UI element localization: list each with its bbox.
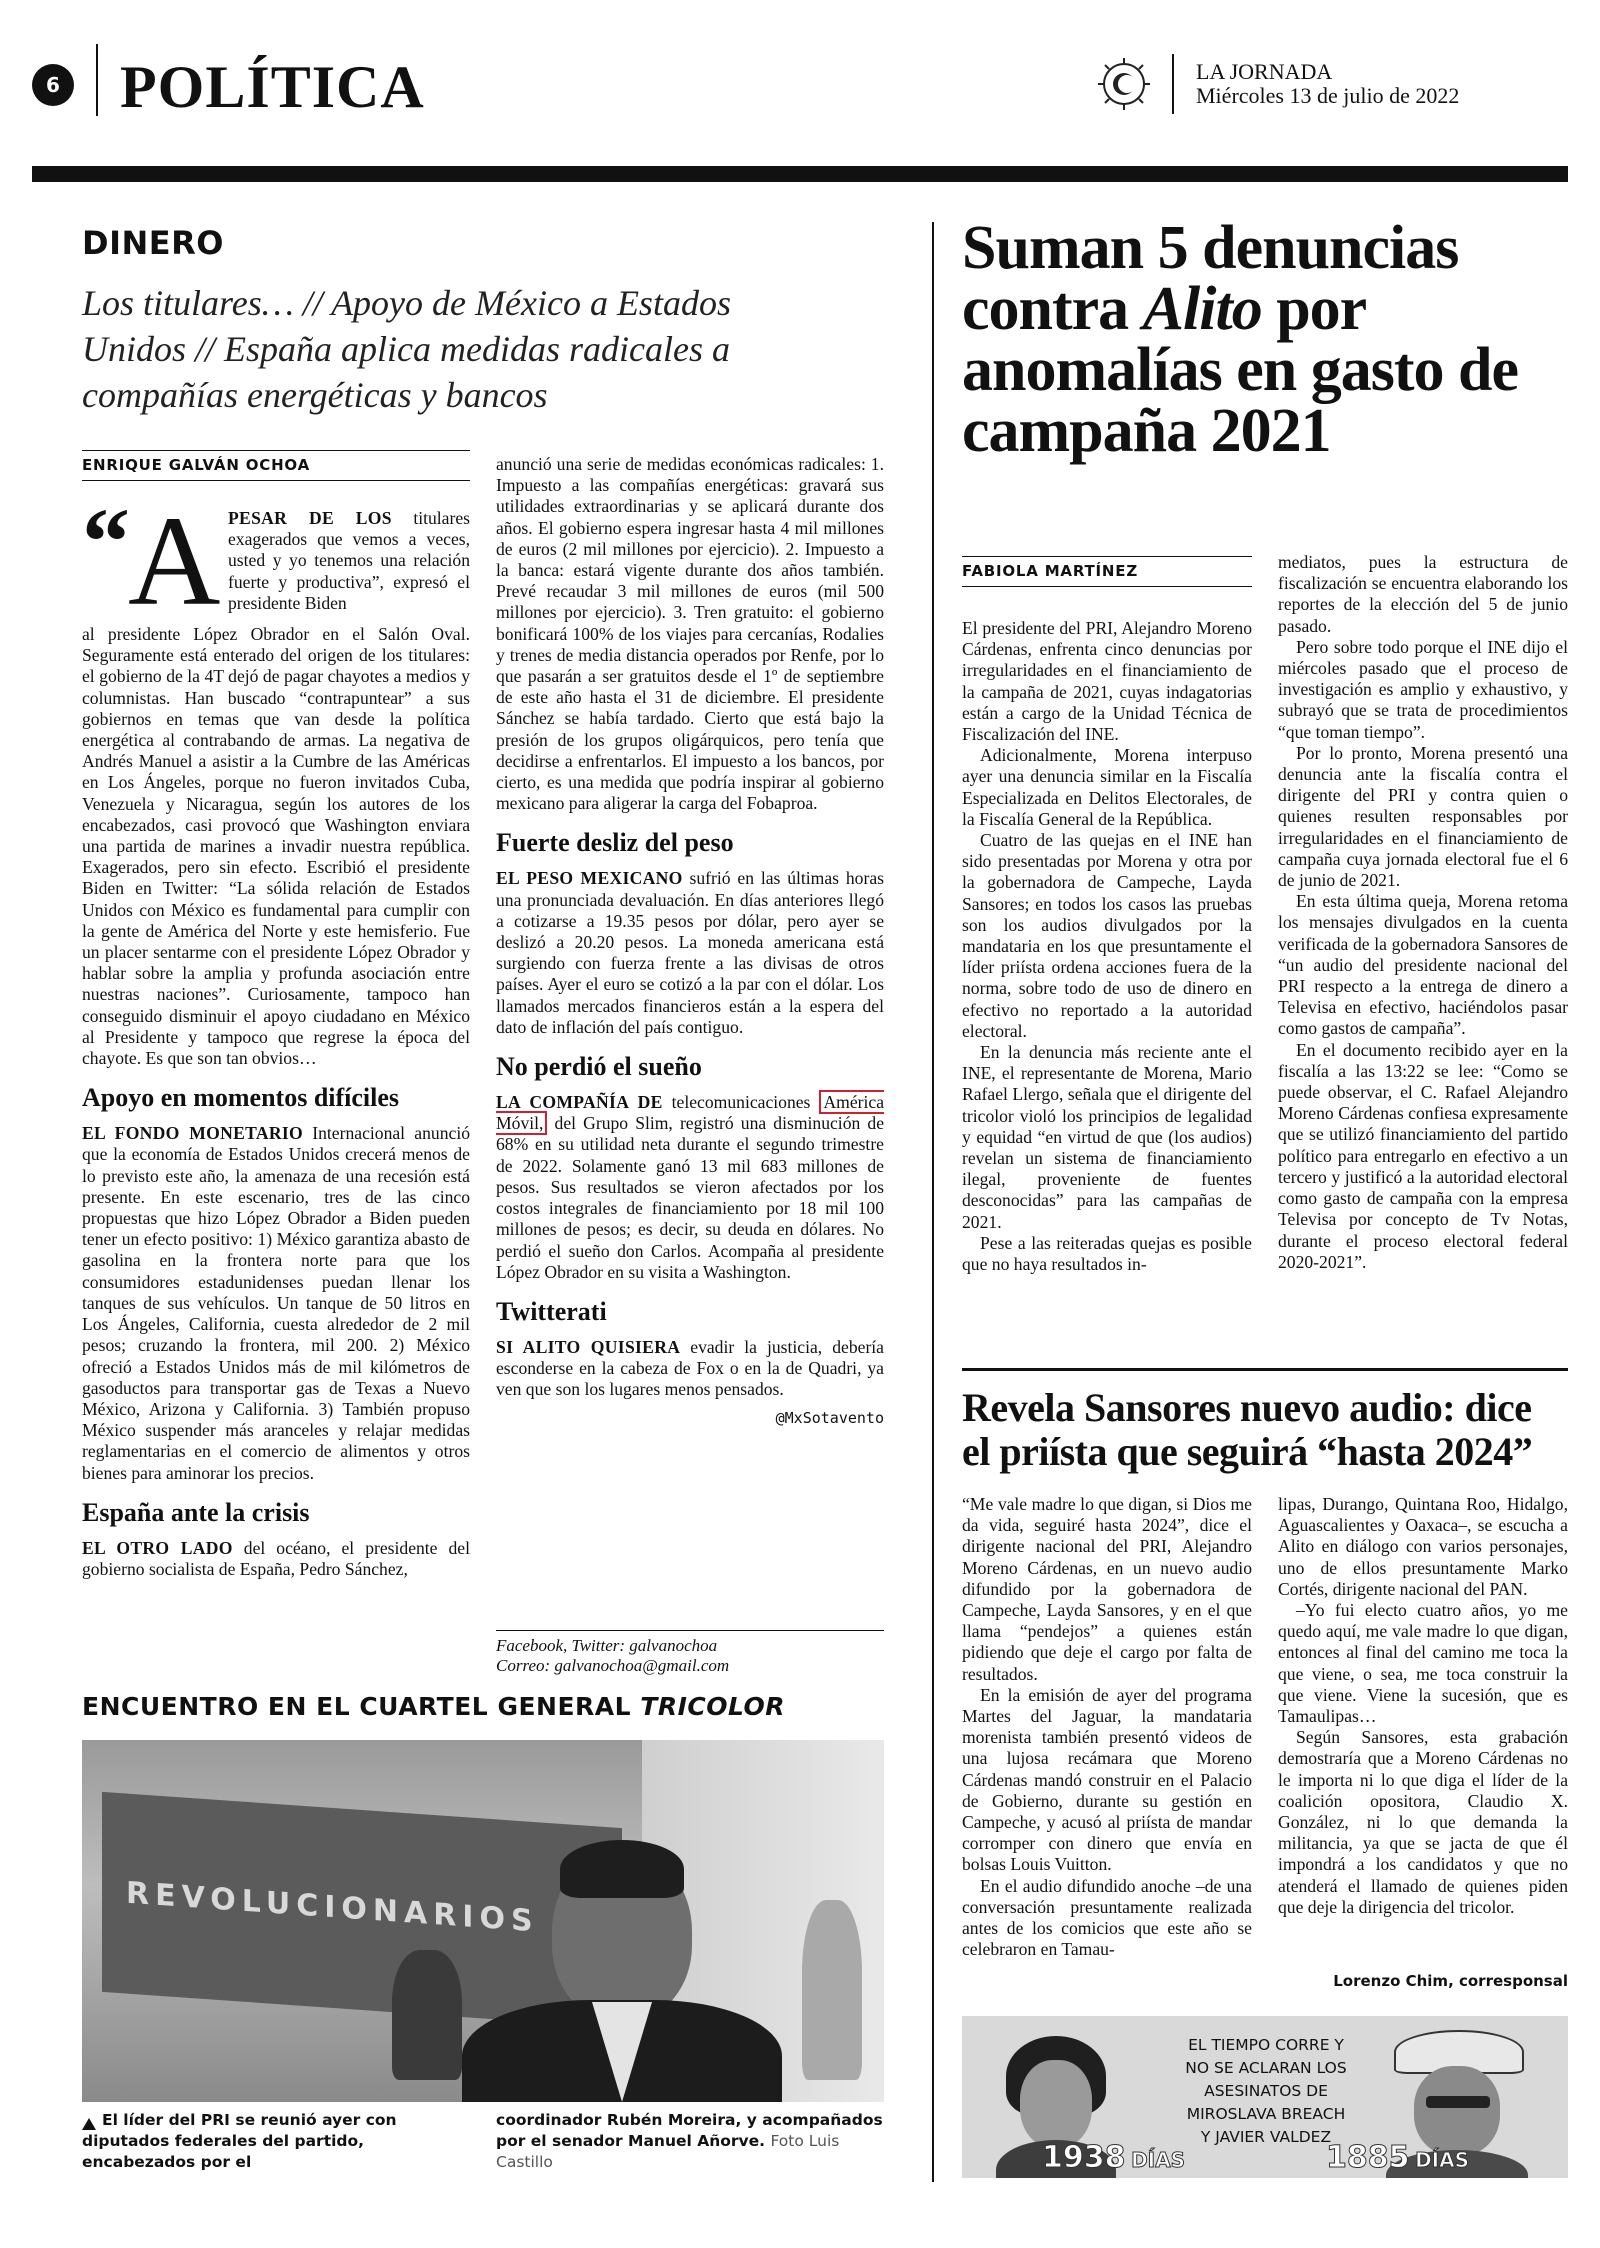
column-divider xyxy=(932,222,934,2182)
paragraph: lipas, Durango, Quintana Roo, Hidalgo, Aguascalientes y Oaxaca–, se escucha a Alito en diálogo con varios personajes, uno de ellos presuntamente Marko Cortés, dirigente nacional del PAN. xyxy=(1278,1494,1568,1599)
days-counter-left: 1938 DÍAS xyxy=(1042,2140,1186,2175)
issue-date: Miércoles 13 de julio de 2022 xyxy=(1196,83,1460,108)
byline-rule xyxy=(962,556,1252,557)
paragraph: –Yo fui electo cuatro años, yo me quedo aquí, me vale madre lo que digan, entonces al final del camino me toca la que viene, o sea, me toca construir la que viene. Viene la sucesión, que es Tamaulipas… xyxy=(1278,1600,1568,1727)
column-byline: ENRIQUE GALVÁN OCHOA xyxy=(82,456,310,474)
paragraph: En la emisión de ayer del programa Martes del Jaguar, la mandataria morenista también presentó videos de una lujosa recámara que Moreno Cárdenas mandó construir en el Palacio de Gobierno, durante su gestión en Campeche, y acusó al priísta de mandar corromper con dinero que envía en bolsas Louis Vuitton. xyxy=(962,1684,1252,1875)
column-kicker: DINERO xyxy=(82,224,224,262)
subhead: Apoyo en momentos difíciles xyxy=(82,1083,400,1113)
photo-headline: ENCUENTRO EN EL CUARTEL GENERAL TRICOLOR xyxy=(82,1692,786,1721)
person-hair xyxy=(560,1840,684,1898)
headline-nickname: Alito xyxy=(1142,275,1262,343)
memorial-box xyxy=(962,2016,1568,2178)
photo-caption-left: El líder del PRI se reunió ayer con diputados federales del partido, encabezados por el xyxy=(82,2111,397,2171)
paragraph: evadir la justicia, debería esconderse en la cabeza de Fox o en la de Quadri, ya ven que son los lugares menos pensados. xyxy=(496,1336,884,1400)
page-number-badge xyxy=(32,64,74,106)
paragraph: sufrió en las últimas horas una pronunciada devaluación. En días anteriores llegó a cotizarse a 19.35 pesos por dólar, pero ayer se deslizó a 20.20 pesos. La moneda americana está surgiendo con fuerza frente a las divisas de otros países. Ayer el euro se cotizó a la par con el dólar. Los llamados mercados financieros están a la espera del dato de inflación del país contiguo. xyxy=(496,868,884,1037)
story-byline: FABIOLA MARTÍNEZ xyxy=(962,562,1138,580)
section-title: POLÍTICA xyxy=(120,54,425,120)
byline-rule xyxy=(82,450,470,451)
paragraph: mediatos, pues la estructura de fiscalización se encuentra elaborando los reportes de la elección del 5 de junio pasado. xyxy=(1278,552,1568,636)
newspaper-name: LA JORNADA xyxy=(1196,59,1333,84)
subhead: No perdió el sueño xyxy=(496,1052,702,1082)
paragraph: Adicionalmente, Morena interpuso ayer una denuncia similar en la Fiscalía Especializada en Delitos Electorales, de la Fiscalía General de la República. xyxy=(962,745,1252,829)
social-line: Facebook, Twitter: galvanochoa xyxy=(496,1636,718,1655)
byline-rule-bottom xyxy=(962,586,1252,587)
header-divider xyxy=(96,44,98,116)
headline-2: Revela Sansores nuevo audio: dice el priísta que seguirá “hasta 2024” xyxy=(962,1385,1533,1474)
paragraph: Internacional anunció que la economía de Estados Unidos crecerá menos de lo previsto este año, la amenaza de una recesión está presente. En este escenario, tres de las cinco propuestas que hizo López Obrador a Biden pueden tener un efecto positivo: 1) México garantiza abasto de gasolina en la frontera norte para que los consumidores estadunidenses puedan llenar los tanques de sus vehículos. Un tanque de 50 litros en Los Ángeles, California, cuesta alrededor de 2 mil pesos; cruzando la frontera, mil 200. 2) México ofreció a Estados Unidos más de mil kilómetros de gasoductos para transportar gas de Texas a Nuevo México, Arizona y California. 3) También propuso México suspender más aranceles y relajar medidas reglamentarias en el comercio de alimentos y otros bienes para aminorar los precios. xyxy=(82,1123,470,1483)
paragraph: Pero sobre todo porque el INE dijo el miércoles pasado que el proceso de investigación es amplio y exhaustivo, y subrayó que se trata de procedimientos “que toman tiempo”. xyxy=(1278,636,1568,742)
dinero-column-2: anunció una serie de medidas económicas radicales: 1. Impuesto a las compañías energéticas: gravará sus utilidades extraordinarias y se aplicará durante dos años. El gobierno espera ingresar hasta 4 mil millones de euros (2 mil millones por ejercicio). 2. Impuesto a la banca: estará vigente durante dos años también. Prevé recaudar 3 mil millones de euros (mil 500 millones por ejercicio). 3. Tren gratuito: el gobierno bonificará 100% de los viajes para cercanías, Rodalies y trenes de media distancia operados por Renfe, por lo que pasarán a ser gratuitos desde el 1º de septiembre de este año hasta el 31 de diciembre. El presidente Sánchez se había tardado. Cierto que está bajo la presión de los grupos oligárquicos, pero tenía que decidirse a enfrentarlos. El impuesto a los bancos, por cierto, es una medida que podría inspirar al gobierno mexicano para aligerar la carga del Fobaproa. Fuerte desliz del peso EL PESO MEXICANO sufrió en las últimas horas una pronunciada devaluación. En días anteriores llegó a cotizarse a 19.35 pesos por dólar, pero ayer se deslizó a 20.20 pesos. La moneda americana está surgiendo con fuerza frente a las divisas de otros países. Ayer el euro se cotizó a la par con el dólar. Los llamados mercados financieros están a la espera del dato de inflación del país contiguo. No perdió el sueño LA COMPAÑÍA DE telecomunicaciones América Móvil, del Grupo Slim, registró una disminución de 68% en su utilidad neta durante el segundo trimestre de 2022. Solamente ganó 13 mil 683 millones de pesos. Sus resultados se vieron afectados por los costos integrales de financiamiento por 18 mil 100 millones de pesos; es decir, su deuda en dólares. No perdió el sueño don Carlos. Acompaña al presidente López Obrador en su visita a Washington. Twitterati SI ALITO QUISIERA evadir la justicia, debería esconderse en la cabeza de Fox o en la de Quadri, ya ven que son los lugares menos pensados. @MxSotavento xyxy=(496,454,885,1427)
photo-credit: Foto Luis Castillo xyxy=(496,2132,840,2171)
paragraph: Por lo pronto, Morena presentó una denuncia ante la fiscalía contra el dirigente del PRI y contra quien o quienes resulten responsables por irregularidades en el financiamiento de campaña cuya jornada electoral fue el 6 de junio de 2021. xyxy=(1278,742,1568,891)
story-signature: Lorenzo Chim, corresponsal xyxy=(1333,1972,1568,1990)
story-divider xyxy=(962,1368,1568,1371)
twitter-handle[interactable]: @MxSotavento xyxy=(775,1408,884,1427)
story2-column-1 xyxy=(962,1494,1252,1960)
background-person xyxy=(392,1950,462,2080)
quote-mark: “ xyxy=(82,488,130,595)
subhead: Twitterati xyxy=(496,1296,607,1326)
photo-caption-right: coordinador Rubén Moreira, y acompañados por el senador Manuel Añorve. Foto Luis Castillo xyxy=(496,2111,883,2171)
headline-1-text: Suman 5 denuncias contra Alito por anomalías en gasto de campaña 2021 xyxy=(962,214,1518,465)
paragraph: al presidente López Obrador en el Salón Oval. Seguramente está enterado del origen de los titulares: el gobierno de la 4T dejó de pagar chayotes a medios y columnistas. Han buscado “contrapuntear” a sus gobiernos en temas que van desde la política energética al contrabando de armas. La negativa de Andrés Manuel a asistir a la Cumbre de las Américas en Los Ángeles, porque no fueron invitados Cuba, Venezuela y Nicaragua, según los autores de los encabezados, casi provocó que Washington enviara una partida de marines a invadir nuestra república. Exagerados, pero sin efecto. Escribió el presidente Biden en Twitter: “La sólida relación de Estados Unidos con México es fundamental para cumplir con la gente de América del Norte y este hemisferio. Fue un placer sentarme con el presidente López Obrador y hablar sobre la amplia y profunda asociación entre nuestras naciones”. Curiosamente, tampoco han conseguido disminuir el apoyo ciudadano en México al Presidente y tampoco que regrese la época del chayote. Es que son tan obvios… xyxy=(82,624,470,1069)
paragraph: Cuatro de las quejas en el INE han sido presentadas por Morena y otra por la gobernadora de Campeche, Layda Sansores; en todos los casos las pruebas son los audios divulgados por la mandataria en los que presuntamente el líder priísta ordena acciones fuera de la norma, sobre todo de uso de dinero en efectivo no reportado a la autoridad electoral. xyxy=(962,830,1252,1041)
paragraph: del océano, el presidente del gobierno socialista de España, Pedro Sánchez, xyxy=(82,1537,470,1579)
paragraph: En la denuncia más reciente ante el INE, el representante de Morena, Mario Rafael Llergo, señala que el dirigente del tricolor violó los principios de legalidad y equidad “en virtud de que (los audios) revelan un sistema de financiamiento ilegal, proveniente de fuentes desconocidas” para las campañas de 2021. xyxy=(962,1042,1252,1232)
headline-1 xyxy=(962,214,1568,465)
backdrop-lettering: REVOLUCIONARIOS xyxy=(126,1875,539,1940)
paragraph: Según Sansores, esta grabación demostraría que a Moreno Cárdenas no le importa ni lo que diga el líder de la coalición opositora, Claudio X. González, ni lo que demanda la militancia, ya que se jacta de que él impondrá a los candidatos y que no atenderá el llamado de quienes piden que deje la dirigencia del tricolor. xyxy=(1278,1727,1568,1917)
paragraph: En el audio difundido anoche –de una conversación presuntamente realizada antes de los comicios que este año se celebraron en Tamau- xyxy=(962,1875,1252,1960)
paragraph: “Me vale madre lo que digan, si Dios me da vida, seguiré hasta 2024”, dice el dirigente nacional del PRI, Alejandro Moreno Cárdenas, en un nuevo audio difundido por la gobernadora de Campeche, Layda Sansores, y en el que llama “pendejos” a quienes están pidiendo que deje el cargo por falta de resultados. xyxy=(962,1494,1252,1684)
paragraph: En el documento recibido ayer en la fiscalía a las 13:22 se lee: “Como se puede observar, el C. Rafael Alejandro Moreno Cárdenas confiesa expresamente que se utilizó financiamiento del partido político para entregarlo en efectivo a un tercero y justificó a la autoridad electoral como gasto de campaña con la empresa Televisa por concepto de Tv Notas, durante el proceso electoral federal 2020-2021”. xyxy=(1278,1039,1568,1272)
subhead: España ante la crisis xyxy=(82,1497,310,1527)
column-deck: Los titulares… // Apoyo de México a Estados Unidos // España aplica medidas radicales a compañías energéticas y bancos xyxy=(82,283,731,415)
page-number: 6 xyxy=(46,73,60,97)
memorial-text: EL TIEMPO CORRE Y NO SE ACLARAN LOS ASESINATOS DE MIROSLAVA BREACH Y JAVIER VALDEZ xyxy=(1185,2036,1347,2146)
email-line[interactable]: Correo: galvanochoa@gmail.com xyxy=(496,1656,730,1675)
news-photo xyxy=(82,1740,884,2102)
story1-column-1 xyxy=(962,618,1252,1275)
background-person xyxy=(802,1900,862,2080)
dropcap: A xyxy=(128,490,221,632)
dinero-column-1: “ A PESAR DE LOS titulares exagerados que vemos a veces, usted y yo tenemos una relación fuerte y productiva”, expresó el presidente Biden al presidente López Obrador en el Salón Oval. Seguramente está enterado del origen de los titulares: el gobierno de la 4T dejó de pagar chayotes a medios y columnistas. Han buscado “contrapuntear” a sus gobiernos en temas que van desde la política energética al contrabando de armas. La negativa de Andrés Manuel a asistir a la Cumbre de las Américas en Los Ángeles, porque no fueron invitados Cuba, Venezuela y Nicaragua, según los autores de los encabezados, casi provocó que Washington enviara una partida de marines a invadir nuestra república. Exagerados, pero sin efecto. Escribió el presidente Biden en Twitter: “La sólida relación de Estados Unidos con México es fundamental para cumplir con la gente de América del Norte y este hemisferio. Fue un placer sentarme con el presidente López Obrador y hablar sobre la amplia y profunda asociación entre nuestras naciones”. Curiosamente, tampoco han conseguido disminuir el apoyo ciudadano en México al Presidente y tampoco que regrese la época del chayote. Es que son tan obvios… Apoyo en momentos difíciles EL FONDO MONETARIO Internacional anunció que la economía de Estados Unidos crecerá menos de lo previsto este año, la amenaza de una recesión está presente. En este escenario, tres de las cinco propuestas que hizo López Obrador a Biden pueden tener un efecto positivo: 1) México garantiza abasto de gasolina en la frontera norte para que los consumidores estadunidenses puedan llenar los tanques de sus vehículos. Un tanque de 50 litros en Los Ángeles, California, cuesta alrededor de 2 mil pesos; cruzando la frontera, mil 200. 2) México ofreció a Estados Unidos más de mil kilómetros de gasoductos para transportar gas de Texas a Nuevo México, Arizona y California. 3) También propuso México suspender más aranceles y relajar medidas reglamentarias en el comercio de alimentos y otros bienes para aminorar los precios. España ante la crisis EL OTRO LADO del océano, el presidente del gobierno socialista de España, Pedro Sánchez, xyxy=(82,508,470,1580)
story1-column-2 xyxy=(1278,552,1568,1273)
newspaper-logo-icon xyxy=(1096,56,1152,112)
paragraph: El presidente del PRI, Alejandro Moreno Cárdenas, enfrenta cinco denuncias por irregularidades en el financiamiento de la campaña de 2021, cuyas indagatorias están a cargo de la Unidad Técnica de Fiscalización del INE. xyxy=(962,618,1252,745)
days-counter-right: 1885 DÍAS xyxy=(1326,2140,1470,2175)
subhead: Fuerte desliz del peso xyxy=(496,828,734,858)
story2-column-2 xyxy=(1278,1494,1568,1918)
paragraph: del Grupo Slim, registró una disminución de 68% en su utilidad neta durante el segundo trimestre de 2022. Solamente ganó 13 mil 683 millones de pesos. Sus resultados se vieron afectados por los costos integrales de financiamiento por 18 mil 100 millones de pesos; es decir, su deuda en dólares. No perdió el sueño don Carlos. Acompaña al presidente López Obrador en su visita a Washington. xyxy=(496,1113,884,1282)
lead-in: PESAR DE LOS xyxy=(228,508,392,528)
highlighted-company: América Móvil, xyxy=(496,1092,885,1134)
dinero-footer-rule xyxy=(496,1630,884,1631)
paragraph: anunció una serie de medidas económicas radicales: 1. Impuesto a las compañías energéticas: gravará sus utilidades extraordinarias y se aplicará durante dos años. El gobierno espera ingresar hasta 4 mil millones de euros (2 mil millones por ejercicio). 2. Impuesto a la banca: estará vigente durante dos años también. Prevé recaudar 3 mil millones de euros (mil 500 millones por ejercicio). 3. Tren gratuito: el gobierno bonificará 100% de los viajes para cercanías, Rodalies y trenes de media distancia operados por Renfe, por lo que pasarán a ser gratuitos desde el 1º de septiembre de este año hasta el 31 de diciembre. El presidente Sánchez se había tardado. Cierto que está bajo la presión de los grupos oligárquicos, pero tenía que decidirse a enfrentarlos. El impuesto a los bancos, por cierto, es una medida que podría inspirar al gobierno mexicano para aligerar la carga del Fobaproa. xyxy=(496,454,884,814)
paragraph: Pese a las reiteradas quejas es posible que no haya resultados in- xyxy=(962,1232,1252,1275)
paragraph: En esta última queja, Morena retoma los mensajes divulgados en la cuenta verificada de la gobernadora Sansores de “un audio del presidente nacional del PRI respecto a la entrega de dinero a Televisa en efectivo, haciéndolos pasar como gastos de campaña”. xyxy=(1278,891,1568,1039)
byline-rule-bottom xyxy=(82,480,470,481)
header-rule xyxy=(32,166,1568,182)
header-divider-right xyxy=(1172,54,1174,114)
